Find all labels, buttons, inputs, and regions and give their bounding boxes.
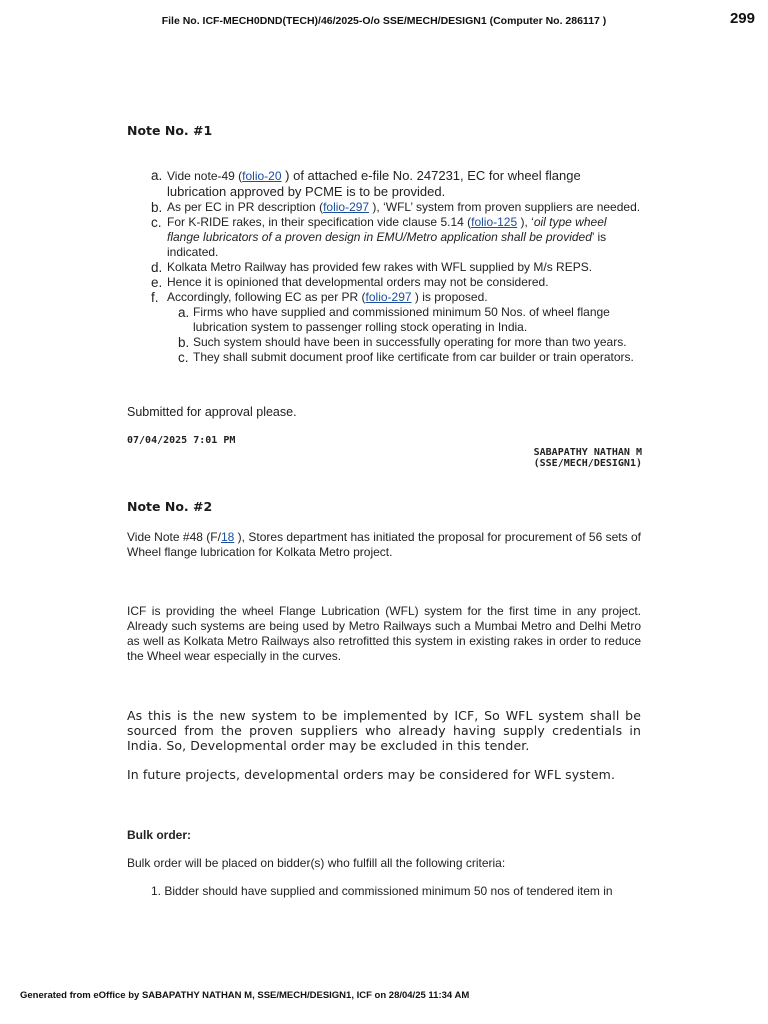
note-1-timestamp: 07/04/2025 7:01 PM (127, 435, 236, 446)
note-2-para-3: As this is the new system to be implemented by ICF, So WFL system shall be sourced from the proven suppliers who already having supply credentials in India. So, Developmental order may be excluded in this tender. (127, 708, 641, 753)
note-1-item-e: e. Hence it is opinioned that developmental orders may not be considered. (151, 275, 549, 290)
note-2-para-1: Vide Note #48 (F/18 ), Stores department has initiated the proposal for procurement of 56 sets of Wheel flange lubrication for Kolkata Metro project. (127, 530, 642, 559)
note-1-item-f: f. Accordingly, following EC as per PR (folio-297 ) is proposed. a. Firms who have supplied and commissioned minimum 50 Nos. of wheel flange lubrication system to passenger rolling stock operating in India. b. Such system should have been in successfully operating for more than two years. c. They shall submit document proof like certificate from car builder or train operators. (127, 290, 642, 365)
note-1-item-c: c. For K-RIDE rakes, in their specification vide clause 5.14 (folio-125 ), ‘oil type wheel flange lubricators of a proven design in EMU/Metro application shall be provided’ is indicated. (151, 215, 607, 259)
signer-designation: (SSE/MECH/DESIGN1) (533, 458, 642, 469)
folio-link[interactable]: 18 (220, 530, 235, 544)
note-2-title: Note No. #2 (127, 499, 213, 514)
folio-link[interactable]: folio-297 (323, 200, 370, 214)
note-1-item-a: a. Vide note-49 (folio-20 ) of attached e-file No. 247231, EC for wheel flange lubrication approved by PCME is to be provided. (151, 168, 581, 199)
sub-item-a: a. Firms who have supplied and commissioned minimum 50 Nos. of wheel flange lubrication system to passenger rolling stock operating in India. (178, 305, 610, 334)
note-1-title: Note No. #1 (127, 123, 213, 138)
note-2-para-4: In future projects, developmental orders may be considered for WFL system. (127, 767, 616, 782)
note-1-list (127, 168, 642, 365)
signer-name: SABAPATHY NATHAN M (533, 447, 642, 458)
bulk-order-heading: Bulk order: (127, 828, 192, 842)
page-number: 299 (729, 10, 755, 27)
note-1-item-b: b. As per EC in PR description (folio-297 ), ‘WFL’ system from proven suppliers are needed. (151, 200, 641, 215)
file-number-header: File No. ICF-MECH0DND(TECH)/46/2025-O/o SSE/MECH/DESIGN1 (Computer No. 286117 ) (161, 15, 607, 27)
generated-footer: Generated from eOffice by SABAPATHY NATHAN M, SSE/MECH/DESIGN1, ICF on 28/04/25 11:34 AM (20, 990, 470, 1001)
note-1-item-d: d. Kolkata Metro Railway has provided few rakes with WFL supplied by M/s REPS. (151, 260, 593, 275)
submission-line: Submitted for approval please. (127, 405, 297, 419)
folio-link[interactable]: folio-20 (242, 169, 282, 183)
note-1-sub-list (127, 305, 642, 365)
bulk-order-item-1: 1. Bidder should have supplied and commissioned minimum 50 nos of tendered item in (151, 884, 613, 898)
folio-link[interactable]: folio-125 (471, 215, 518, 229)
sub-item-b: b. Such system should have been in successfully operating for more than two years. (178, 335, 627, 350)
folio-link[interactable]: folio-297 (365, 290, 412, 304)
note-2-para-2: ICF is providing the wheel Flange Lubrication (WFL) system for the first time in any project. Already such systems are being used by Metro Railways such a Mumbai Metro and Delhi Metro as well as Kolkata Metro Railways also retrofitted this system in existing rakes in order to reduce the Wheel wear especially in the curves. (127, 604, 641, 663)
bulk-order-intro: Bulk order will be placed on bidder(s) who fulfill all the following criteria: (127, 856, 506, 870)
sub-item-c: c. They shall submit document proof like certificate from car builder or train operators. (178, 350, 634, 365)
